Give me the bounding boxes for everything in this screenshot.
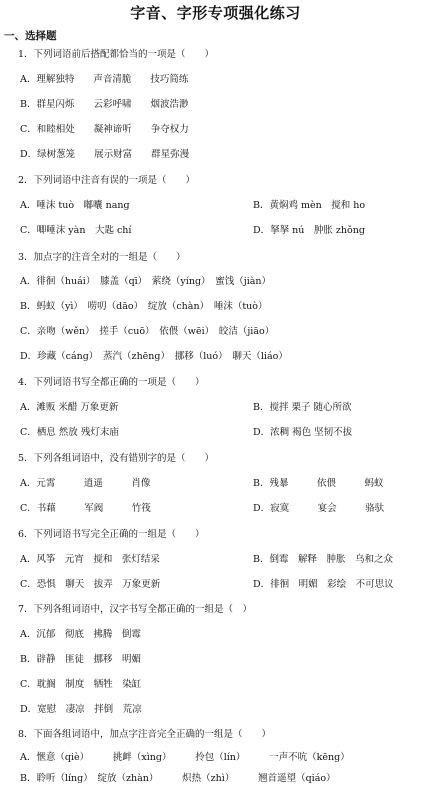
question-stem: 8．下面各组词语中，加点字注音完全正确的一组是（ ）: [18, 729, 272, 740]
option-text: 蚂蚁（yì） 唠叨（dāo） 绽放（chàn） 唾沫（tuò）: [36, 301, 268, 312]
option-text: 理解独特 声音清脆 技巧简练: [36, 74, 189, 85]
option-c: [20, 678, 141, 692]
option-text: 倒霉 解释 肿胀 乌和之众: [269, 554, 393, 565]
option-text: 群星闪烁 云彩呼啸 烟波浩渺: [36, 99, 189, 110]
option-a: [20, 628, 141, 642]
option-letter: D．: [253, 427, 271, 438]
option-text: 书藉 军阀 竹筏: [36, 503, 151, 514]
question-stem: 5．下列各组词语中，没有错别字的是（ ）: [18, 453, 215, 464]
option-letter: B．: [253, 478, 270, 489]
option-a: [20, 477, 150, 491]
option-text: 沉郁 彻底 拂腾 倒霉: [36, 629, 141, 640]
option-text: 聆听（líng） 绽放（zhàn） 炽热（zhì） 翘首遥望（qiáo）: [36, 773, 336, 784]
option-letter: B．: [20, 654, 37, 665]
option-letter: B．: [20, 773, 37, 784]
option-b: [20, 300, 267, 314]
option-letter: A．: [20, 629, 37, 640]
option-text: 辟静 匪徒 挪移 明媚: [36, 654, 141, 665]
option-d: [253, 426, 352, 440]
option-c: [20, 502, 151, 516]
option-d: [20, 148, 189, 162]
option-text: 唧唾沫 yàn 大匙 chí: [36, 225, 132, 236]
question-stem: 6．下列词语书写完全正确的一组是（ ）: [18, 529, 205, 540]
option-letter: D．: [20, 149, 38, 160]
option-text: 惬意（qiè） 挑衅（xìng） 拎包（lín） 一声不吭（kēng）: [36, 752, 350, 763]
option-letter: B．: [253, 402, 270, 413]
option-letter: C．: [20, 326, 37, 337]
option-c: [20, 325, 274, 339]
option-c: [20, 123, 189, 137]
option-text: 浓稠 褐色 坚韧不拔: [270, 427, 353, 438]
question-stem: 2．下列词语中注音有误的一项是（ ）: [18, 175, 196, 186]
option-text: 元霄 逍遥 肖像: [36, 478, 151, 489]
option-text: 寂寞 宴会 骆驮: [270, 503, 385, 514]
question-stem: 1．下列词语前后搭配都恰当的一项是（ ）: [18, 49, 215, 60]
option-letter: A．: [20, 402, 37, 413]
option-d: [253, 578, 394, 592]
option-c: [20, 224, 131, 238]
option-text: 绿树葱笼 展示财富 群星弥漫: [37, 149, 190, 160]
option-letter: D．: [20, 351, 38, 362]
option-letter: A．: [20, 554, 37, 565]
option-letter: C．: [20, 427, 37, 438]
question-stem: 3．加点字的注音全对的一组是（ ）: [18, 252, 186, 263]
option-text: 亲吻（wěn） 搓手（cuō） 依偎（wēi） 皎洁（jiāo）: [36, 326, 275, 337]
option-b: [20, 772, 336, 786]
option-c: [20, 578, 160, 592]
option-a: [20, 751, 350, 765]
worksheet-title: 字音、字形专项强化练习: [130, 4, 301, 22]
option-letter: C．: [20, 679, 37, 690]
option-text: 珍藏（cáng） 蒸汽（zhēng） 挪移（luó） 聊天（liáo）: [37, 351, 288, 362]
option-a: [20, 73, 188, 87]
option-text: 滩贩 米醋 万象更新: [36, 402, 119, 413]
option-text: 宽慰 凄凉 拌倒 荒凉: [37, 704, 142, 715]
option-letter: B．: [20, 301, 37, 312]
option-text: 和睦相处 凝神谛听 争夺权力: [36, 124, 189, 135]
option-text: 徘徊（huái） 膝盖（qī） 萦绕（yíng） 蜜饯（jiàn）: [36, 276, 272, 287]
option-letter: C．: [20, 503, 37, 514]
question-stem: 4．下列词语书写全都正确的一项是（ ）: [18, 377, 205, 388]
option-letter: A．: [20, 200, 37, 211]
option-a: [20, 199, 130, 213]
option-letter: D．: [253, 579, 271, 590]
option-text: 风筝 元宵 搅和 张灯结采: [36, 554, 160, 565]
option-text: 拏拏 nú 肿胀 zhǒng: [270, 225, 365, 236]
option-text: 栖息 然放 残灯末庙: [36, 427, 119, 438]
option-d: [20, 703, 142, 717]
option-d: [253, 502, 384, 516]
option-letter: C．: [20, 225, 37, 236]
option-c: [20, 426, 119, 440]
option-letter: A．: [20, 478, 37, 489]
option-letter: A．: [20, 752, 37, 763]
option-b: [253, 553, 393, 567]
option-b: [20, 98, 189, 112]
option-letter: C．: [20, 124, 37, 135]
option-a: [20, 275, 271, 289]
option-b: [253, 401, 352, 415]
option-a: [20, 401, 118, 415]
option-b: [253, 477, 384, 491]
option-letter: D．: [20, 704, 38, 715]
option-text: 唾沫 tuò 嘟囔 nang: [36, 200, 130, 211]
option-letter: D．: [253, 225, 271, 236]
option-text: 残暴 依偎 蚂蚁: [269, 478, 384, 489]
option-letter: B．: [20, 99, 37, 110]
option-letter: A．: [20, 74, 37, 85]
option-letter: C．: [20, 579, 37, 590]
section-heading: 一、选择题: [4, 30, 57, 42]
option-text: 耽搁 制度 牺牲 染缸: [36, 679, 142, 690]
option-text: 徘徊 明媚 彩绘 不可思议: [270, 579, 394, 590]
option-letter: B．: [253, 554, 270, 565]
option-a: [20, 553, 160, 567]
option-b: [253, 199, 365, 213]
option-letter: B．: [253, 200, 270, 211]
option-letter: A．: [20, 276, 37, 287]
option-text: 搅拌 栗子 随心所欲: [269, 402, 352, 413]
option-text: 恐惧 聊天 拔弄 万象更新: [36, 579, 161, 590]
option-d: [20, 350, 288, 364]
option-letter: D．: [253, 503, 271, 514]
option-d: [253, 224, 365, 238]
option-b: [20, 653, 141, 667]
question-stem: 7．下列各组词语中，汉字书写全都正确的一组是（ ）: [18, 604, 253, 615]
option-text: 黄焖鸡 mèn 搅和 ho: [269, 200, 366, 211]
